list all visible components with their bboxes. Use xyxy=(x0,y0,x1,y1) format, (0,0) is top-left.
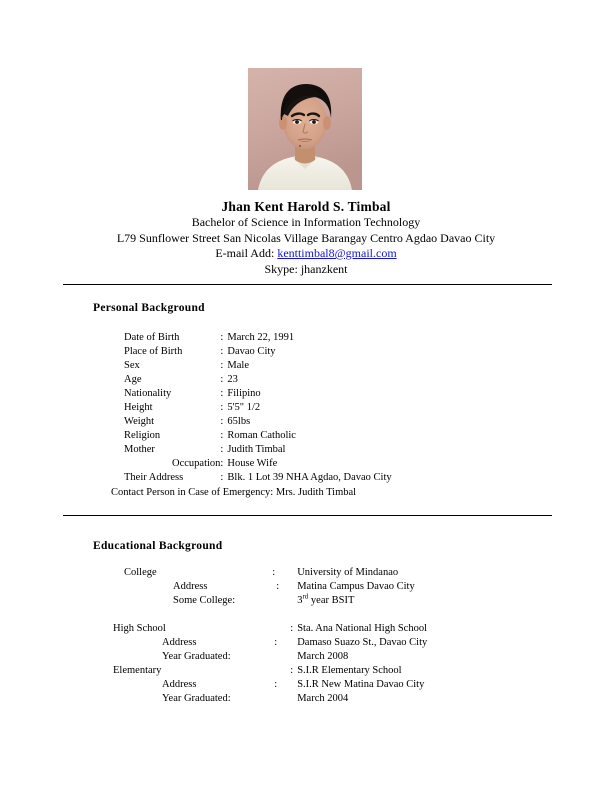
value-some-college xyxy=(297,594,427,608)
education-row-elementary-address xyxy=(113,678,427,692)
value-high-school-address: Damaso Suazo St., Davao City xyxy=(297,637,428,649)
label-mother: Mother xyxy=(124,444,155,456)
value-elementary: S.I.R Elementary School xyxy=(297,665,402,677)
colon-college: : xyxy=(272,567,276,578)
some-college-program: year BSIT xyxy=(308,595,355,607)
education-row-high-school-year xyxy=(113,650,427,664)
detail-row-height xyxy=(124,401,392,415)
label-high-school-year: Year Graduated: xyxy=(162,651,231,663)
value-high-school: Sta. Ana National High School xyxy=(297,623,427,635)
colon-high-school-address: : xyxy=(274,637,278,649)
value-college-address: Matina Campus Davao City xyxy=(297,581,415,593)
personal-background-details xyxy=(111,331,392,500)
colon-elementary-address: : xyxy=(274,679,278,691)
education-row-elementary xyxy=(113,664,427,678)
detail-row-nationality xyxy=(124,387,392,401)
divider-middle xyxy=(63,515,552,516)
education-row-high-school xyxy=(113,622,427,636)
emergency-contact-text: Contact Person in Case of Emergency: Mrs. Judith Timbal xyxy=(111,486,357,498)
label-sex: Sex xyxy=(124,360,140,372)
colon-occupation: : xyxy=(220,458,224,470)
email-link[interactable]: kenttimbal8@gmail.com xyxy=(277,246,397,260)
value-height: 5'5" 1/2 xyxy=(227,402,261,414)
email-label: E-mail Add: xyxy=(215,246,275,260)
detail-row-sex xyxy=(124,359,392,373)
colon-height: : xyxy=(220,402,224,414)
personal-details-table xyxy=(111,331,392,500)
detail-row-age xyxy=(124,373,392,387)
colon-place-of-birth: : xyxy=(220,346,224,358)
value-place-of-birth: Davao City xyxy=(227,346,276,358)
detail-row-emergency-contact xyxy=(124,486,392,500)
email-row xyxy=(0,246,612,262)
portrait-photo-image xyxy=(248,68,362,190)
value-elementary-year: March 2004 xyxy=(297,693,349,705)
label-place-of-birth: Place of Birth xyxy=(124,346,183,358)
label-some-college: Some College xyxy=(173,595,233,607)
some-college-ordinal-suffix: rd xyxy=(302,592,309,601)
label-elementary-address: Address xyxy=(162,679,197,691)
detail-row-mother xyxy=(124,443,392,457)
colon-their-address: : xyxy=(220,472,224,484)
value-college: University of Mindanao xyxy=(297,567,399,578)
label-college-address: Address xyxy=(173,581,208,593)
detail-row-religion xyxy=(124,429,392,443)
value-weight: 65lbs xyxy=(227,416,251,428)
some-college-year-number: 3 xyxy=(297,595,303,607)
detail-row-date-of-birth xyxy=(124,331,392,345)
detail-row-occupation xyxy=(124,457,392,471)
label-their-address: Their Address xyxy=(124,472,184,484)
detail-row-their-address xyxy=(124,471,392,485)
value-religion: Roman Catholic xyxy=(227,430,296,442)
colon-weight: : xyxy=(220,416,224,428)
label-high-school: High School xyxy=(113,623,166,635)
label-high-school-address: Address xyxy=(162,637,197,649)
education-row-elementary-year xyxy=(113,692,427,706)
value-high-school-year: March 2008 xyxy=(297,651,349,663)
colon-mother: : xyxy=(220,444,224,456)
resume-header xyxy=(0,198,612,277)
applicant-photo xyxy=(248,68,362,190)
label-religion: Religion xyxy=(124,430,161,442)
colon-sex: : xyxy=(220,360,224,372)
educational-background-heading: Educational Background xyxy=(93,540,223,552)
detail-row-weight xyxy=(124,415,392,429)
label-weight: Weight xyxy=(124,416,155,428)
value-mother: Judith Timbal xyxy=(227,444,286,456)
skype-handle: Skype: jhanzkent xyxy=(264,261,348,276)
colon-college-address: : xyxy=(276,581,280,593)
divider-top xyxy=(63,284,552,285)
education-table xyxy=(113,566,427,706)
label-college: College xyxy=(124,567,157,578)
colon-nationality: : xyxy=(220,388,224,400)
label-elementary: Elementary xyxy=(113,665,162,677)
education-row-college-address xyxy=(113,580,427,594)
detail-row-place-of-birth xyxy=(124,345,392,359)
label-age: Age xyxy=(124,374,142,386)
value-occupation: House Wife xyxy=(227,458,278,470)
label-nationality: Nationality xyxy=(124,388,172,400)
value-elementary-address: S.I.R New Matina Davao City xyxy=(297,679,425,691)
colon-high-school: : xyxy=(290,623,294,635)
applicant-address: L79 Sunflower Street San Nicolas Village Barangay Centro Agdao Davao City xyxy=(116,230,496,245)
value-date-of-birth: March 22, 1991 xyxy=(227,332,295,343)
colon-date-of-birth: : xyxy=(220,332,224,343)
colon-religion: : xyxy=(220,430,224,442)
value-their-address: Blk. 1 Lot 39 NHA Agdao, Davao City xyxy=(227,472,392,484)
applicant-name: Jhan Kent Harold S. Timbal xyxy=(221,199,391,214)
education-row-some-college xyxy=(113,594,427,608)
label-elementary-year: Year Graduated: xyxy=(162,693,231,705)
label-occupation: Occupation xyxy=(172,458,221,470)
label-date-of-birth: Date of Birth xyxy=(124,332,180,343)
education-row-college xyxy=(113,566,427,580)
value-sex: Male xyxy=(227,360,249,372)
label-height: Height xyxy=(124,402,153,414)
personal-background-heading: Personal Background xyxy=(93,302,205,314)
educational-background-details xyxy=(113,566,427,706)
education-row-high-school-address xyxy=(113,636,427,650)
colon-age: : xyxy=(220,374,224,386)
education-group-spacer xyxy=(113,608,427,622)
value-nationality: Filipino xyxy=(227,388,261,400)
value-age: 23 xyxy=(227,374,238,386)
colon-some-college: : xyxy=(232,595,236,607)
colon-elementary: : xyxy=(290,665,294,677)
applicant-degree: Bachelor of Science in Information Technology xyxy=(191,215,421,229)
